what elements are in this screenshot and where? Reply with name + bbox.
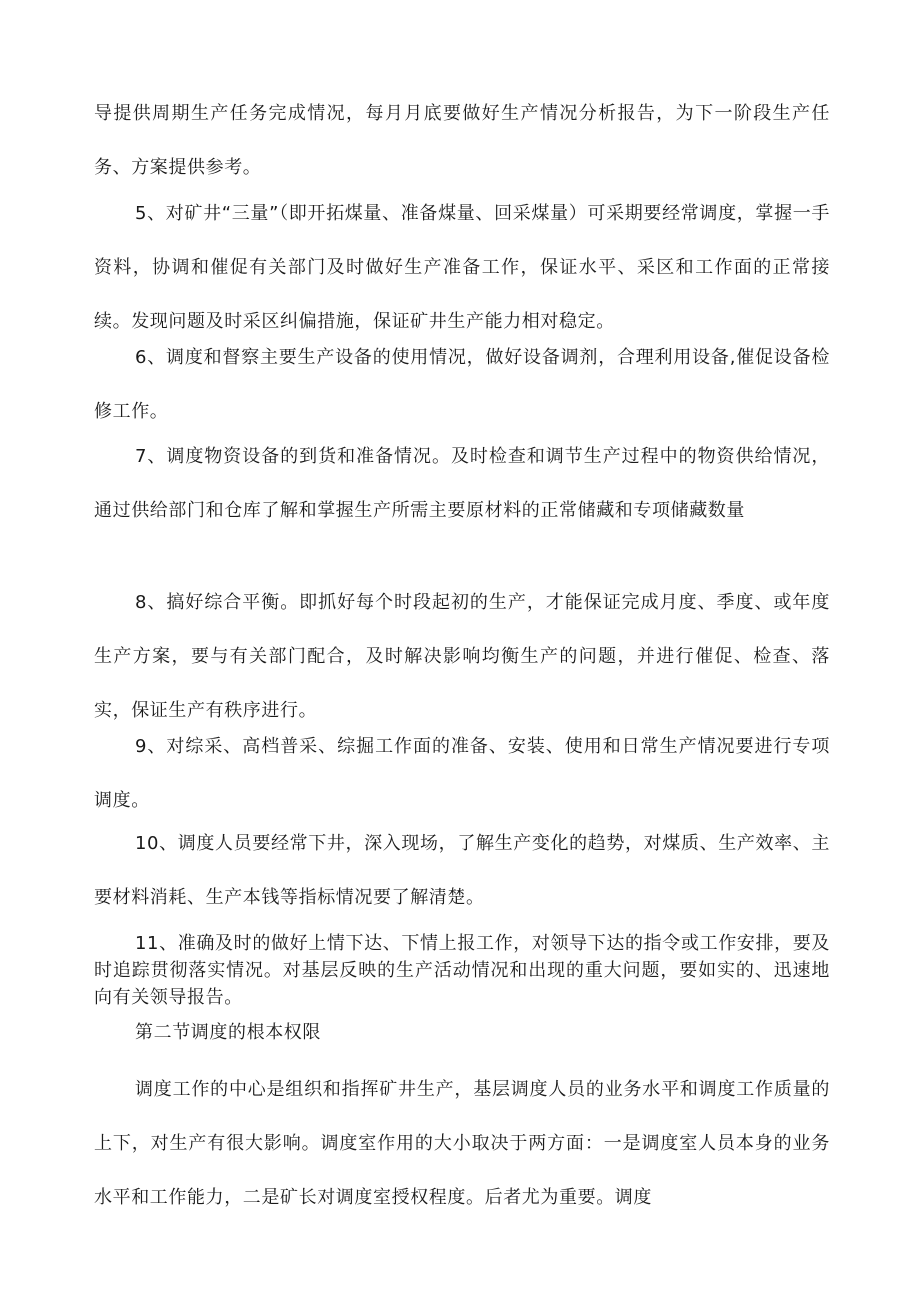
paragraph-body: 调度工作的中心是组织和指挥矿井生产，基层调度人员的业务水平和调度工作质量的上下，对生产有很大影响。调度室作用的大小取决于两方面：一是调度室人员本身的业务水平和工作能力，二是矿长对调度室授权程度。后者尤为重要。调度 <box>94 1079 830 1208</box>
paragraph-item-7: 7、调度物资设备的到货和准备情况。及时检查和调节生产过程中的物资供给情况，通过供给部门和仓库了解和掌握生产所需主要原材料的正常储藏和专项储藏数量 <box>94 446 830 521</box>
paragraph-item-10: 10、调度人员要经常下井，深入现场，了解生产变化的趋势，对煤质、生产效率、主要材料消耗、生产本钱等指标情况要了解清楚。 <box>94 833 830 908</box>
paragraph-item-11: 11、准确及时的做好上情下达、下情上报工作，对领导下达的指令或工作安排，要及时追踪贯彻落实情况。对基层反映的生产活动情况和出现的重大问题，要如实的、迅速地向有关领导报告。 <box>94 933 830 1008</box>
paragraph-item-8: 8、搞好综合平衡。即抓好每个时段起初的生产，才能保证完成月度、季度、或年度生产方案，要与有关部门配合，及时解决影响均衡生产的问题，并进行催促、检查、落实，保证生产有秩序进行。 <box>94 592 830 721</box>
paragraph-item-9: 9、对综采、高档普采、综掘工作面的准备、安装、使用和日常生产情况要进行专项调度。 <box>94 736 830 811</box>
section-heading: 第二节调度的根本权限 <box>135 1022 321 1043</box>
paragraph-item-5: 5、对矿井“三量”（即开拓煤量、准备煤量、回采煤量）可采期要经常调度，掌握一手资料，协调和催促有关部门及时做好生产准备工作，保证水平、采区和工作面的正常接续。发现问题及时采区纠偏措施，保证矿井生产能力相对稳定。 <box>94 203 830 332</box>
paragraph-continuation: 导提供周期生产任务完成情况，每月月底要做好生产情况分析报告，为下一阶段生产任务、方案提供参考。 <box>94 103 830 178</box>
paragraph-item-6: 6、调度和督察主要生产设备的使用情况，做好设备调剂，合理利用设备,催促设备检修工作。 <box>94 347 830 422</box>
